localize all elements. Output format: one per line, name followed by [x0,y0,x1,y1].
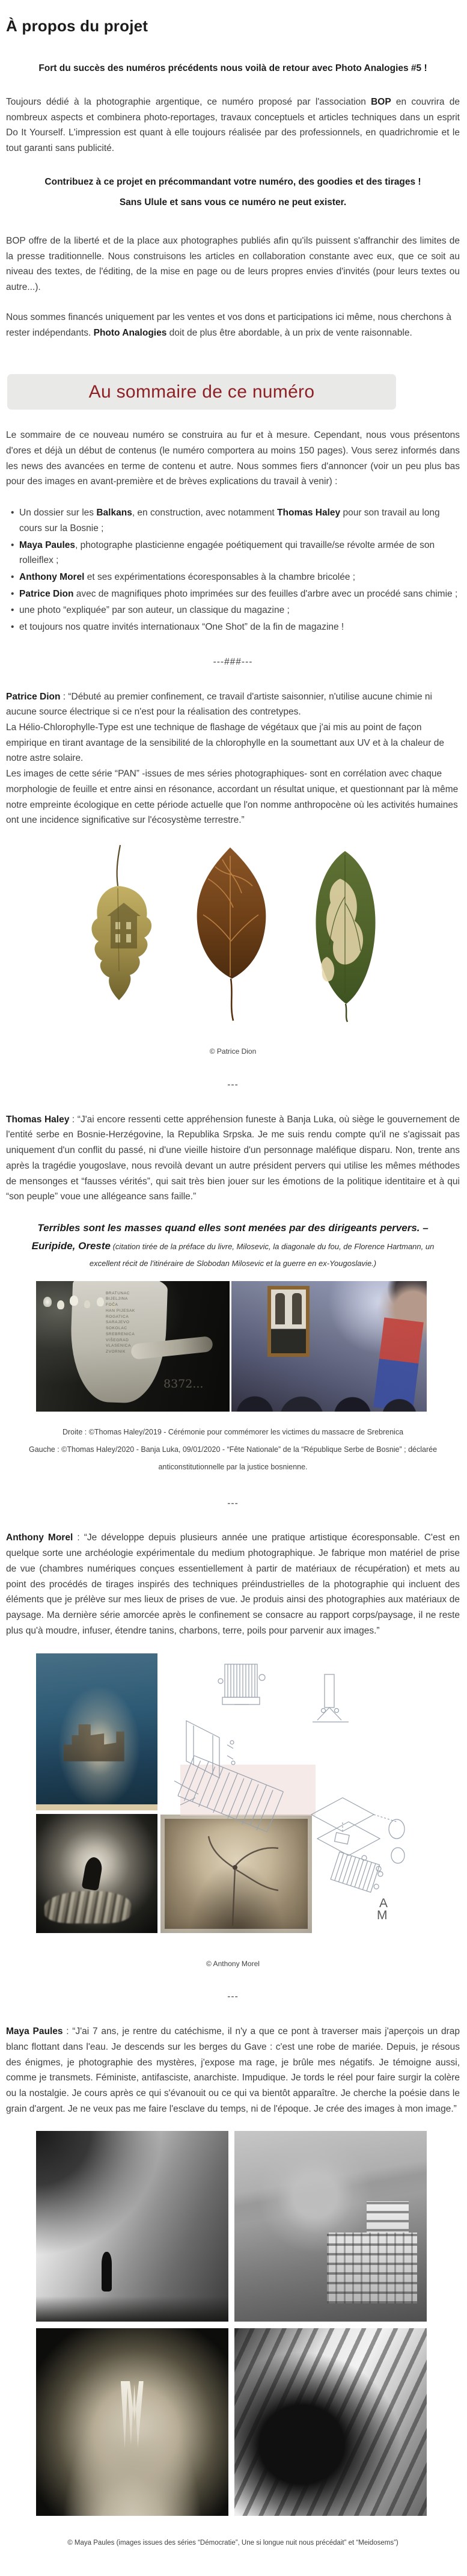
about-p3-bold-title: Photo Analogies [93,327,167,338]
toc-item-one-shot: • et toujours nos quatre invités internationaux “One Shot” de la fin de magazine ! [6,619,460,635]
patrice-quote-1: : “Débuté au premier confinement, ce travail d'artiste saisonnier, n'utilise aucune chimie ni aucune source électrique si ce n'est pour la réalisation des contretypes. [6,691,432,718]
anthony-quote: : “Je développe depuis plusieurs année une pratique artistique écoresponsable. C'est en quelque sorte une archéologie expérimentale du medium photographique. Je fabrique mon matériel de prise de vue (chambres numériques conçues essentiellement à partir de matériaux de récupération) et mets au point des procédés de tirages inspirés des techniques préindustrielles de la photographie qui incluent des éléments que je prélève sur mes lieux de prises de vue. Je produis ainsi des photographies aux matériaux de paysage. Ma dernière série amorcée après le confinement se consacre au rapport corps/paysage, il ne reste plus qu'à moudre, infuser, étendre tanins, charbons, terre, poils pour parvenir aux images.” [6,1532,460,1636]
crouched-body-photo [36,2328,228,2516]
thomas-caption-right: Droite : ©Thomas Haley/2019 - Cérémonie pour commémorer les victimes du massacre de Srebrenica [62,1427,404,1436]
toc-item-patrice-dion [6,586,460,602]
ruined-building [327,2233,417,2304]
rocks-texture [44,1891,131,1923]
light-rays-silhouette-photo [36,2131,228,2322]
epigraph-author: Euripide, Oreste [31,1240,111,1252]
small-bellows-drawing [331,1852,385,1894]
patrice-paragraph [6,689,460,828]
patrice-caption: © Patrice Dion [209,1047,257,1056]
cta-lines [6,172,460,213]
epigraph-note: (citation tirée de la préface du livre, Milosevic, la diagonale du fou, de Florence Hartmann, un excellent récit de l'itinéraire de Slobodan Milosevic et la guerre en ex-Yougoslavie.) [89,1241,435,1268]
toc-bold-patrice-dion: Patrice Dion [19,588,74,599]
about-p3-text: Nous sommes financés uniquement par les ventes et vos dons et participations ici même, nous cherchons à rester indépendants. [6,312,451,338]
thomas-photos [36,1281,427,1412]
toc-text: Un dossier sur les [19,508,97,518]
about-paragraph-3 [6,310,460,340]
maya-name: Maya Paules [6,2026,63,2037]
thomas-paragraph [6,1112,460,1205]
held-portrait-frame [267,1286,310,1357]
epigraph [26,1219,439,1271]
torn-fabric [121,2381,144,2448]
baby-face-ruins-photo [234,2131,427,2322]
cyanotype-print-photo [36,1653,157,1810]
anthony-caption: © Anthony Morel [206,1959,260,1968]
halftone-figure-photo [234,2328,427,2516]
toc-bold-balkans: Balkans [96,508,132,518]
toc-text: pour son travail au long cours sur la Bosnie ; [19,508,440,533]
cta-line-2: Sans Ulule et sans vous ce numéro ne peut exister. [119,197,347,207]
folding-camera-front-drawing [218,1664,265,1705]
patrice-leaf-prints-image [6,843,460,1030]
about-p1-bold-bop: BOP [371,96,391,107]
toc-item-photo-expliquee: • une photo “expliquée” par son auteur, un classique du magazine ; [6,603,460,618]
about-p3-text2: doit de plus être abordable, à un prix de vente raisonnable. [166,327,412,338]
maya-caption: © Maya Paules (images issues des séries “Démocratie”, Une si longue nuit nous précédait” et “Meidosems”) [67,2539,398,2547]
srebrenica-memorial-photo [36,1281,230,1412]
cta-line-1: Contribuez à ce projet en précommandant votre numéro, des goodies et des tirages ! [44,176,421,187]
lead-line: Fort du succès des numéros précédents nous voilà de retour avec Photo Analogies #5 ! [38,63,427,74]
about-paragraph-2: BOP offre de la liberté et de la place aux photographes publiés afin qu'ils puissent s'affranchir des limites de la presse traditionnelle. Nous construisons les articles en collaboration constante avec eux, que ce soit au niveau des textes, de l'éditing, de la mise en page ou de leurs propres envies d'invités (pour leurs textes ou autre...). [6,235,460,293]
memorial-number: 8372... [163,1377,204,1391]
anthony-paragraph [6,1530,460,1638]
about-paragraph-1 [6,94,460,156]
hash-separator: ---###--- [213,656,253,667]
anthony-name: Anthony Morel [6,1532,73,1543]
patrice-name: Patrice Dion [6,691,61,702]
crouching-figure-silhouette [82,1855,104,1890]
toc-text: et ses expérimentations écoresponsables à la chambre bricolée ; [84,572,356,582]
camera-exploded-drawing [311,1798,404,1871]
epigraph-text: Terribles sont les masses quand elles sont menées par des dirigeants pervers. – [37,1222,429,1234]
maya-quote: : “J'ai 7 ans, je rentre du catéchisme, il n'y a que ce pont à traverser mais j'aperçois un drap blanc flottant dans l'eau. Je descends sur les berges du Gave : c'est une robe de mariée. Depuis, je résous des énigmes, je photographie des mystères, j'expose ma rage, je brûle mes négatifs. Je témoigne aussi, comme je transmets. Féministe, antifasciste, anarchiste. Impudique. Je tords le réel pour faire surgir la colère ou la nostalgie. Je cours après ce qui s'évanouit ou ce qui va bientôt apparaître. Je cherche la poésie dans le grain d'argent. Je ne veux pas me faire l'esclave du temps, ni de l'époque. Je crée des images à mon image.” [6,2026,460,2114]
maya-paragraph [6,2024,460,2116]
crowd-silhouettes [231,1373,427,1412]
separator: --- [227,1498,239,1508]
pinhole-figure-photo [36,1814,157,1933]
toc-item-maya-paules [6,538,460,568]
maya-photo-grid [36,2131,427,2516]
anthony-monogram-m: M [377,1908,388,1922]
thomas-quote: : “J'ai encore ressenti cette appréhension funeste à Banja Luka, où siège le gouvernement de l'entité serbe en Bosnie-Herzégovine, la Republika Srpska. Je me suis rendu compte qu'il ne s'agissait pas uniquement d'un conflit du passé, ni d'une vieille histoire d'un personnage maléfique disparu. Non, trente ans après la tragédie yougoslave, nous revoilà devant un autre président pervers qui utilise les mêmes méthodes de mensonges et “fausses vérités”, qui sait très bien jouer sur les émotions de la politique identitaire et à qui “son peuple” voue une allégeance sans faille.” [6,1114,460,1202]
leaf-trees-print-icon [297,843,393,1023]
banja-luka-crowd-photo [231,1281,427,1412]
separator: --- [227,1079,239,1090]
thomas-name: Thomas Haley [6,1114,70,1125]
toc-intro: Le sommaire de ce nouveau numéro se construira au fur et à mesure. Cependant, nous vous présentons d'ores et déjà un début de contenus (le numéro comportera au moins 150 pages). Vous serez informés dans les news des avancées en terme de contenu et autre. Nous sommes fiers d'annoncer (voir un peu plus bas pour des images en avant-première et de brèves explications du travail à venir) : [6,430,460,487]
thomas-caption-left: Gauche : ©Thomas Haley/2020 - Banja Luka, 09/01/2020 - “Fête Nationale” de la “République Serbe de Bosnie” ; déclarée anticonstitutionnelle par la justice bosnienne. [28,1445,438,1472]
patrice-quote-2: La Hélio-Chlorophylle-Type est une technique de flashage de végétaux que j'ai mis au point de façon empirique en tirant avantage de la sensibilité de la chlorophylle en la soumettant aux UV et à la chaleur de notre astre solaire. [6,722,444,764]
toc-bold-anthony-morel: Anthony Morel [19,572,85,582]
memorial-town-list: BRATUNAC BIJELJINA FOČA HAN PIJESAK ROGATICA SARAJEVO SOKOLAC SREBRENICA VIŠEGRAD VLASENICA ZVORNIK [106,1291,135,1354]
camera-stand-drawing [313,1674,349,1722]
anthony-monogram-a: A [379,1896,388,1910]
toc-text: , en construction, avec notamment [132,508,278,518]
summary-banner-label: Au sommaire de ce numéro [88,381,315,402]
mourners-headscarves [43,1297,52,1307]
summary-banner [7,374,396,410]
about-p1-text2: en couvrira de nombreux aspects et combinera photo-reportages, travaux conceptuels et articles techniques dans un esprit Do It Yourself. L'impression est quant à elle toujours réalisée par des professionnels, en quadrichromie et le tout garanti sans publicité. [6,96,460,154]
camera-technical-drawings [159,1653,427,1933]
anthony-collage-image [36,1653,427,1933]
toc-text: , photographe plasticienne engagée poétiquement qui travaille/se révolte armée de son rolleiflex ; [19,539,435,566]
toc-list [6,505,460,635]
castle-silhouette [64,1724,131,1762]
page-title: À propos du projet [6,17,148,35]
toc-item-anthony-morel [6,570,460,585]
separator: --- [227,1991,239,2002]
patrice-quote-3: Les images de cette série “PAN” -issues de mes séries photographiques- sont en corrélation avec chaque morphologie de feuille et entre ainsi en résonance, accordant un résultat unique, et questionnant par là même notre empreinte écologique en cette période actuelle que l'on nomme anthropocène où les activités humaines ont une incidence significative sur l'écosystème terrestre.” [6,769,459,826]
about-p1-text: Toujours dédié à la photographie argentique, ce numéro proposé par l'association [6,96,371,107]
leaf-branches-print-icon [179,843,281,1023]
leaf-house-print-icon [73,843,163,1017]
thomas-captions [16,1424,450,1477]
toc-item-balkans [6,505,460,536]
standing-figure-silhouette [102,2252,112,2292]
toc-text: avec de magnifiques photo imprimées sur des feuilles d'arbre avec un procédé sans chimie ; [73,588,458,599]
toc-bold-thomas-haley: Thomas Haley [277,508,341,518]
toc-bold-maya-paules: Maya Paules [19,539,76,550]
